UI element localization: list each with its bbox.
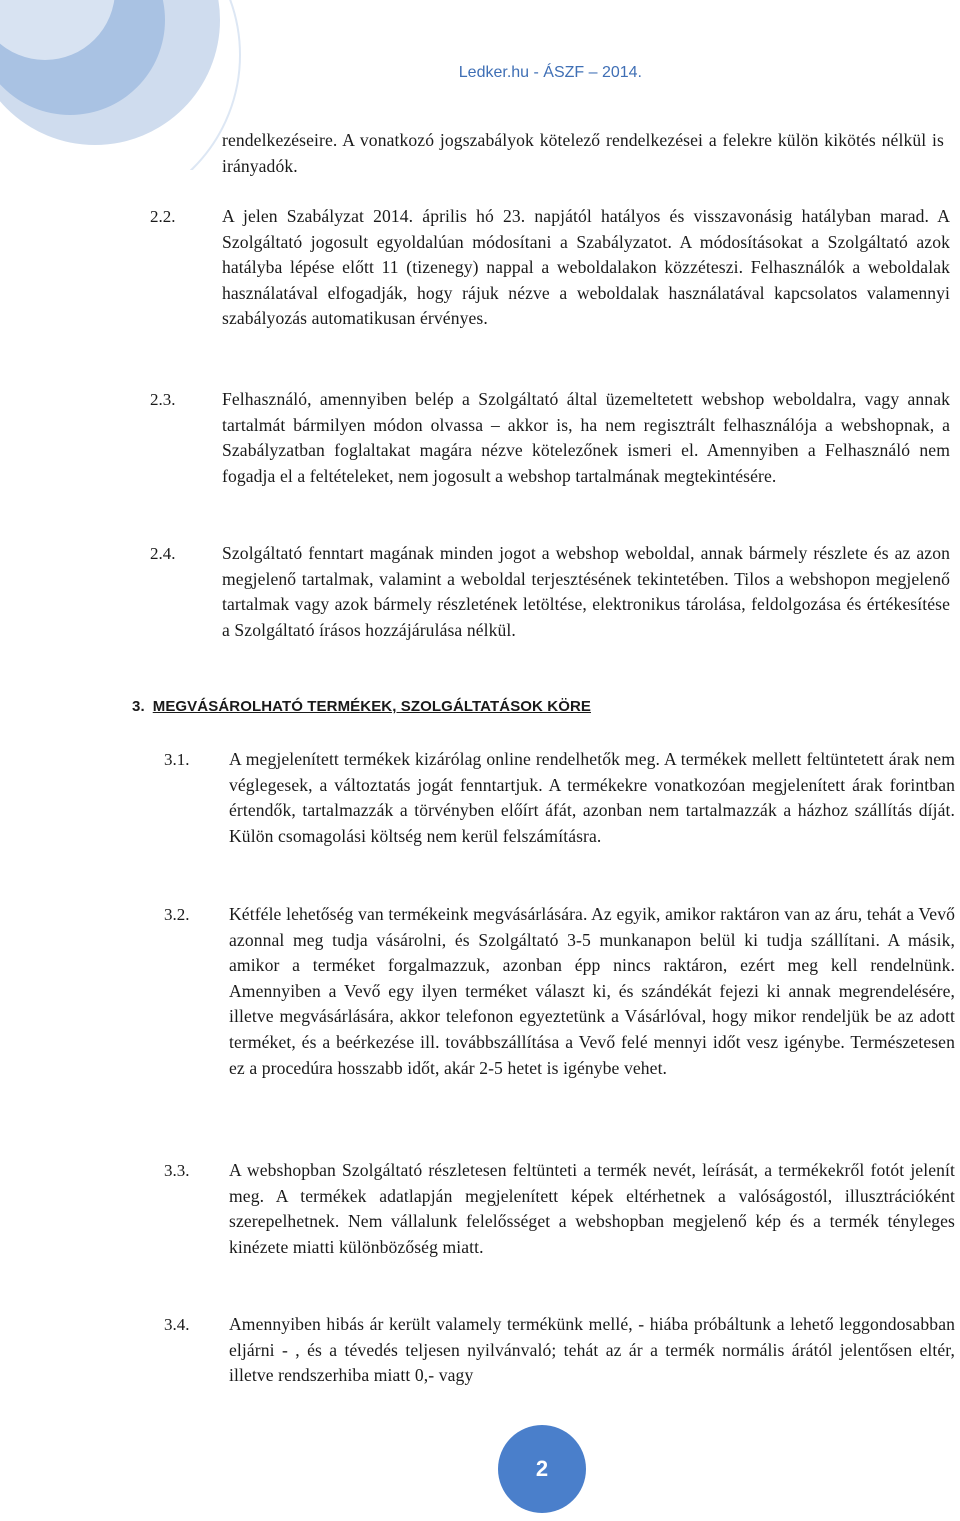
section-number: 3.	[132, 698, 145, 715]
paragraph-number-2-3: 2.3.	[150, 390, 176, 409]
section-heading	[132, 698, 591, 715]
paragraph-number-3-3: 3.3.	[164, 1161, 190, 1180]
paragraph-2-4: Szolgáltató fenntart magának minden jogot a webshop weboldal, annak bármely részlete és az azon megjelenő tartalmak, valamint a weboldal terjesztésének tekintetében. Tilos a webshopon megjelenő tartalmak vagy azok bármely részletének letöltése, elektronikus tárolása, feldolgozása és értékesítése a Szolgáltató írásos hozzájárulása nélkül.	[222, 543, 950, 640]
paragraph-2-3: Felhasználó, amennyiben belép a Szolgáltató által üzemeltetett webshop weboldalra, vagy annak tartalmát bármilyen módon olvassa – akkor is, ha nem regisztrált felhasználója a webshopnak, a Szabályzatban foglaltakat magára nézve kötelezőnek ismeri el. Amennyiben a Felhasználó nem fogadja el a feltételeket, nem jogosult a webshop tartalmának megtekintésére.	[222, 389, 950, 486]
section-title: MEGVÁSÁROLHATÓ TERMÉKEK, SZOLGÁLTATÁSOK KÖRE	[152, 698, 591, 715]
paragraph-3-4: Amennyiben hibás ár került valamely termékünk mellé, - hiába próbáltunk a lehető leggondosabban eljárni - , és a tévedés teljesen nyilvánvaló; tehát az ár a termék normális árától jelentősen eltér, illetve rendszerhiba miatt 0,- vagy	[229, 1314, 955, 1386]
running-header: Ledker.hu - ÁSZF – 2014.	[458, 64, 642, 81]
paragraph-2-2: A jelen Szabályzat 2014. április hó 23. napjától hatályos és visszavonásig hatályban marad. A Szolgáltató jogosult egyoldalúan módosítani a Szabályzatot. A módosításokat a Szolgáltató azok hatályba lépése előtt 11 (tizenegy) nappal a weboldalakon közzéteszi. Felhasználók a weboldalak használatával elfogadják, hogy rájuk nézve a weboldalak használatával kapcsolatos valamennyi szabályozás automatikusan érvényes.	[222, 206, 950, 329]
page-number: 2	[535, 1456, 549, 1481]
paragraph-3-2: Kétféle lehetőség van termékeink megvásárlására. Az egyik, amikor raktáron van az áru, tehát a Vevő azonnal meg tudja vásárolni, és Szolgáltató 3-5 munkanapon belül ki tudja szállítani. A másik, amikor a terméket forgalmazzuk, azonban épp nincs raktáron, ezért meg kell rendelnünk. Amennyiben a Vevő egy ilyen terméket választ ki, és szándékát fejezi ki annak megrendelésére, illetve megvásárlására, akkor telefonon egyeztetünk a Vásárlóval, hogy mikor rendeljük be az adott terméket, és a beérkezése ill. továbbszállítása a Vevő felé mennyi időt vesz igénybe. Természetesen ez a procedúra hosszabb időt, akár 2-5 hetet is igénybe vehet.	[229, 904, 955, 1078]
paragraph-number-3-2: 3.2.	[164, 905, 190, 924]
paragraph-number-2-4: 2.4.	[150, 544, 176, 563]
paragraph-number-3-1: 3.1.	[164, 750, 190, 769]
page-number-badge	[498, 1425, 586, 1513]
continued-paragraph: rendelkezéseire. A vonatkozó jogszabályok kötelező rendelkezései a felekre külön kikötés nélkül is irányadók.	[222, 130, 944, 176]
paragraph-number-2-2: 2.2.	[150, 207, 176, 226]
paragraph-3-1: A megjelenített termékek kizárólag online rendelhetők meg. A termékek mellett feltüntetett árak nem véglegesek, a változtatás jogát fenntartjuk. A termékekre vonatkozóan megjelenített árak forintban értendők, tartalmazzák a törvényben előírt áfát, azonban nem tartalmazzák a házhoz szállítás díját. Külön csomagolási költség nem kerül felszámításra.	[229, 749, 955, 846]
paragraph-3-3: A webshopban Szolgáltató részletesen feltünteti a termék nevét, leírását, a termékekről fotót jelenít meg. A termékek adatlapján megjelenített képek eltérhetnek a valóságostól, illusztrációként szerepelhetnek. Nem vállalunk felelősséget a webshopban megjelenő kép és a termék tényleges kinézete miatti különbözőség miatt.	[229, 1160, 955, 1257]
paragraph-number-3-4: 3.4.	[164, 1315, 190, 1334]
